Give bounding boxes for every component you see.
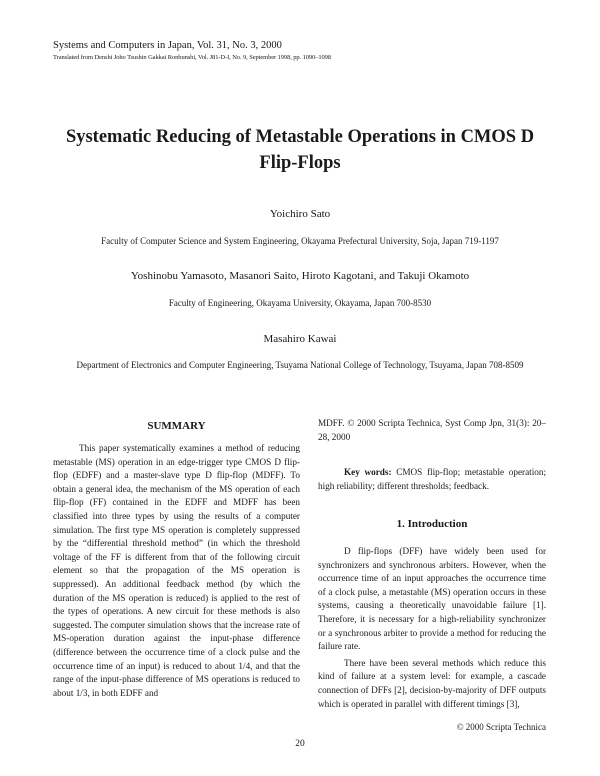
keywords-label: Key words: [344, 467, 392, 477]
copyright-notice: © 2000 Scripta Technica [456, 722, 546, 732]
summary-heading: SUMMARY [147, 420, 206, 432]
page-number: 20 [295, 739, 305, 749]
summary-continuation [318, 417, 546, 444]
title-line-2: Flip-Flops [259, 153, 341, 173]
author-names-3: Masahiro Kawai [263, 333, 337, 345]
keywords-text: CMOS flip-flop; metastable operation; high reliability; different thresholds; feedback. [318, 467, 547, 491]
title-line-1: Systematic Reducing of Metastable Operations in CMOS D [65, 127, 535, 147]
author-names-1: Yoichiro Sato [269, 208, 331, 220]
introduction-para-1: D flip-flops (DFF) have widely been used for synchronizers and synchronous arbiters. However, when the occurrence time of an input approaches the occurrence time of a clock pulse, a metastable (MS) operation occurs in these systems, causing a theoretically unavoidable failure [1]. Therefore, it is necessary for a high-reliability synchronizer or a synchronous arbiter to provide a method for reducing the failure rate. [318, 546, 546, 652]
summary-text: This paper systematically examines a method of reducing metastable (MS) operation in an edge-trigger type CMOS D flip-flop (EDFF) and a master-slave type D flip-flop (MDFF). To obtain a general idea, the mechanism of the MS operation of each flip-flop (FF) contained in the EDFF and MDFF has been classified into three types by using the results of a computer simulation. The first type MS operation is completely suppressed by the “differential threshold method” (in which the threshold voltage of the FF is different from that of the following circuit element so that the propagation of the MS operation is suppressed). An additional feedback method (by which the duration of the MS operation is reduced) is applied to the rest of the types of operations. A new circuit for these methods is also suggested. The computer simulation shows that the increase rate of MS-operation duration against the input-phase difference (difference between the occurrence time of a clock pulse and the occurrence time of an input) is reduced to about 1/4, and that the range of the input-phase difference of MS operations is reduced to about 1/3, in both EDFF and [53, 443, 300, 698]
introduction-heading: 1. Introduction [396, 518, 468, 530]
affiliation-2: Faculty of Engineering, Okayama University, Okayama, Japan 700-8530 [168, 298, 432, 308]
keywords [318, 466, 546, 493]
summary-continuation-text: MDFF. © 2000 Scripta Technica, Syst Comp Jpn, 31(3): 20–28, 2000 [318, 418, 546, 442]
author-names-2: Yoshinobu Yamasoto, Masanori Saito, Hiroto Kagotani, and Takuji Okamoto [130, 270, 470, 282]
introduction-body [318, 545, 546, 711]
summary-body [53, 442, 300, 700]
journal-citation: Systems and Computers in Japan, Vol. 31, No. 3, 2000 [53, 40, 282, 51]
paper-title [40, 124, 560, 176]
introduction-para-2: There have been several methods which reduce this kind of failure at a system level: for example, a cascade connection of DFFs [2], decision-by-majority of DFF outputs which is operated in parallel with different timings [3], [318, 657, 546, 709]
affiliation-1: Faculty of Computer Science and System Engineering, Okayama Prefectural University, Soja, Japan 719-1197 [101, 236, 499, 246]
translation-note: Translated from Denshi Joho Tsushin Gakkai Ronbunshi, Vol. J81-D-I, No. 9, September 1998, pp. 1090–1098 [53, 54, 331, 61]
affiliation-3: Department of Electronics and Computer Engineering, Tsuyama National College of Technology, Tsuyama, Japan 708-8509 [76, 360, 524, 370]
